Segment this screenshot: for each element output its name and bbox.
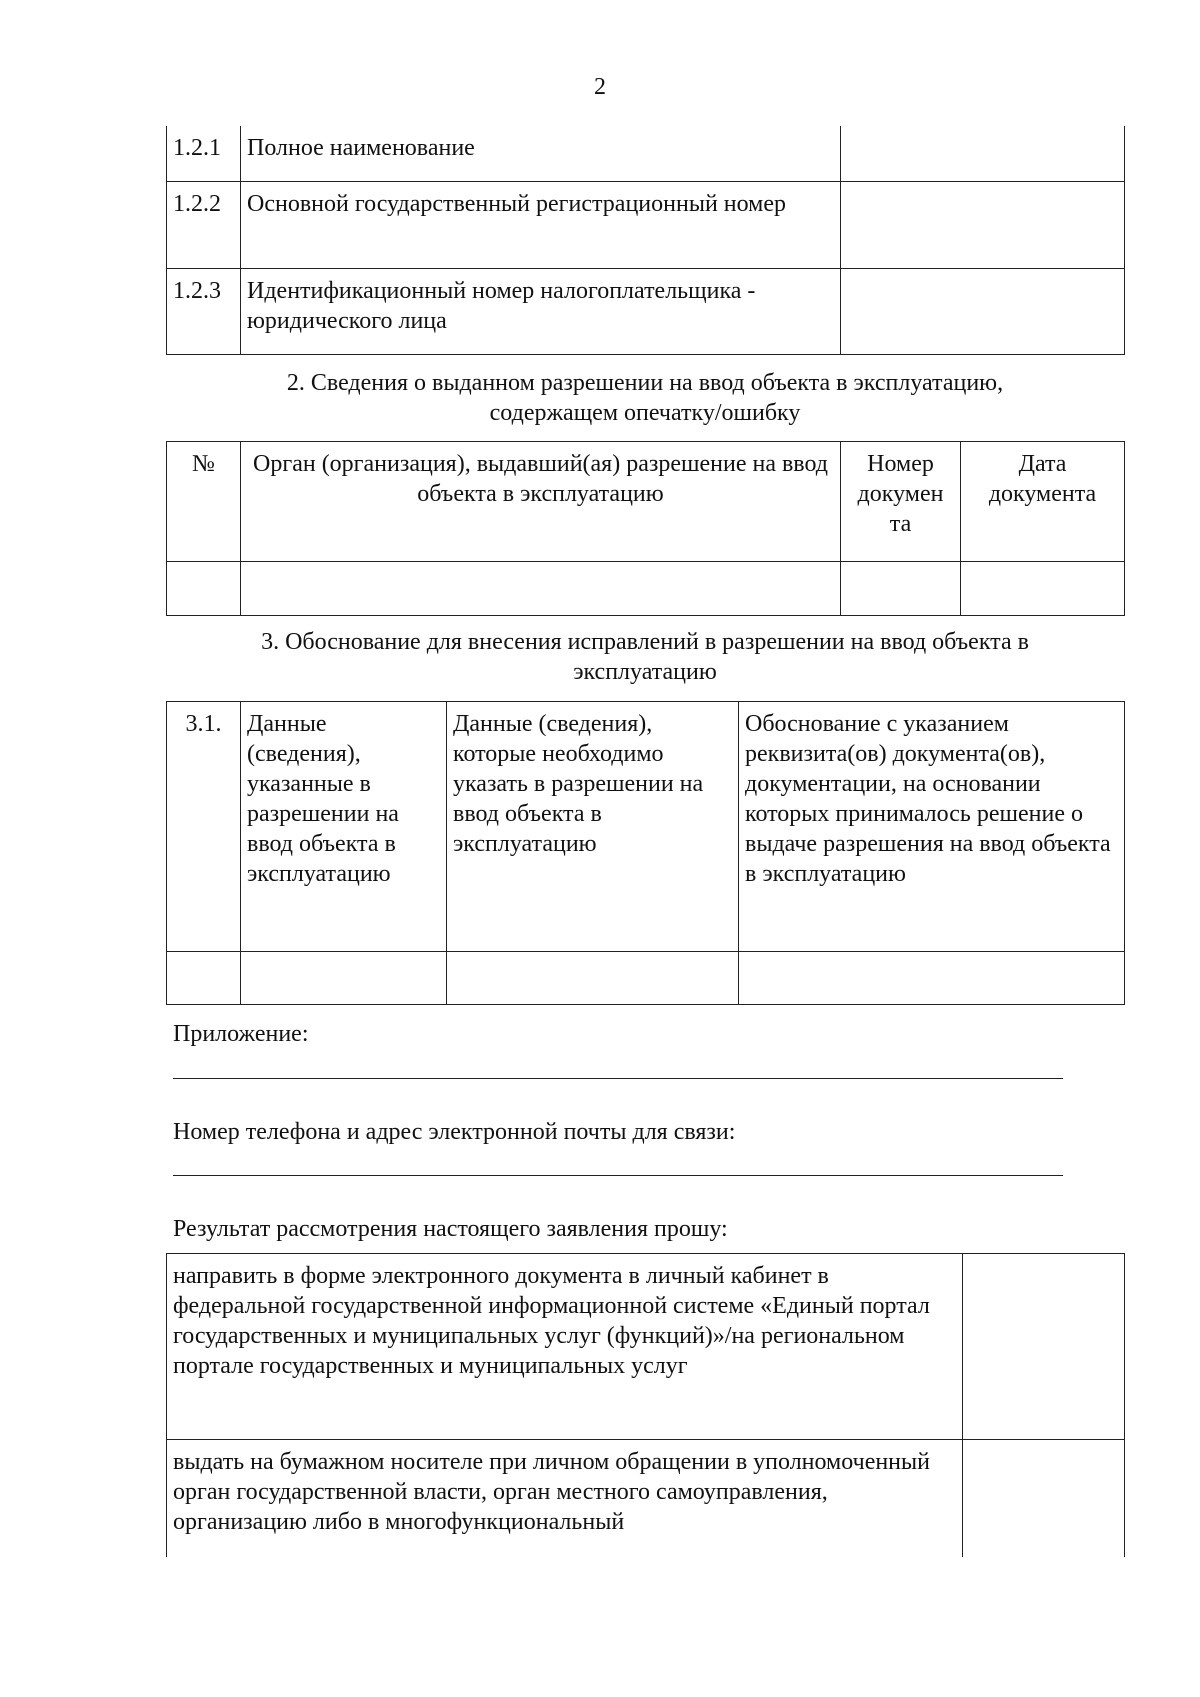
table-header-row — [167, 442, 1125, 562]
cell-authority[interactable] — [241, 562, 841, 616]
col-header-new-data: Данные (сведения), которые необходимо указать в разрешении на ввод объекта в эксплуатацию — [447, 702, 739, 952]
section-3-title-line1: 3. Обоснование для внесения исправлений в разрешении на ввод объекта в — [261, 629, 1029, 655]
page-number: 2 — [594, 74, 606, 100]
row-label: Основной государственный регистрационный номер — [241, 181, 841, 268]
section-2-title — [166, 368, 1124, 428]
row-label: Идентификационный номер налогоплательщика - юридического лица — [241, 268, 841, 354]
row-value-cell[interactable] — [841, 181, 1125, 268]
contact-label: Номер телефона и адрес электронной почты для связи: — [173, 1119, 736, 1145]
attachment-label: Приложение: — [173, 1021, 309, 1047]
row-number: 1.2.3 — [167, 268, 241, 354]
cell-number[interactable] — [167, 562, 241, 616]
row-number: 1.2.2 — [167, 181, 241, 268]
col-header-number: № — [167, 442, 241, 562]
row-value-cell[interactable] — [841, 126, 1125, 181]
correction-basis-table — [166, 701, 1125, 1005]
table-row — [167, 1254, 1125, 1440]
section-3-title — [166, 627, 1124, 687]
result-options-table — [166, 1253, 1125, 1557]
col-header-authority: Орган (организация), выдавший(ая) разрешение на ввод объекта в эксплуатацию — [241, 442, 841, 562]
result-option-mark-cell[interactable] — [963, 1254, 1125, 1440]
result-label: Результат рассмотрения настоящего заявления прошу: — [173, 1216, 728, 1242]
section-2-title-line1: 2. Сведения о выданном разрешении на ввод объекта в эксплуатацию, — [286, 370, 1004, 396]
cell-current-data[interactable] — [241, 952, 447, 1005]
section-3-title-line2: эксплуатацию — [573, 659, 717, 685]
row-value-cell[interactable] — [841, 268, 1125, 354]
applicant-details-table — [166, 126, 1125, 355]
result-option-text: направить в форме электронного документа в личный кабинет в федеральной государственной информационной системе «Единый портал государственных и муниципальных услуг (функций)»/на региональном портале государственных и муниципальных услуг — [167, 1254, 963, 1440]
result-option-text: выдать на бумажном носителе при личном обращении в уполномоченный орган государственной власти, орган местного самоуправления, организацию либо в многофункциональный — [167, 1440, 963, 1557]
table-header-row — [167, 702, 1125, 952]
result-option-mark-cell[interactable] — [963, 1440, 1125, 1557]
cell-doc-date[interactable] — [961, 562, 1125, 616]
table-row — [167, 268, 1125, 354]
table-row — [167, 562, 1125, 616]
cell-doc-number[interactable] — [841, 562, 961, 616]
col-header-justification: Обоснование с указанием реквизита(ов) документа(ов), документации, на основании которых принималось решение о выдаче разрешения на ввод объекта в эксплуатацию — [739, 702, 1125, 952]
row-label: Полное наименование — [241, 126, 841, 181]
row-number: 1.2.1 — [167, 126, 241, 181]
col-header-current-data: Данные (сведения), указанные в разрешении на ввод объекта в эксплуатацию — [241, 702, 447, 952]
col-header-doc-date: Дата документа — [961, 442, 1125, 562]
table-row — [167, 181, 1125, 268]
col-header-doc-number: Номер докумен та — [841, 442, 961, 562]
table-row — [167, 952, 1125, 1005]
table-row — [167, 126, 1125, 181]
cell-justification[interactable] — [739, 952, 1125, 1005]
contact-fill-line[interactable] — [173, 1175, 1063, 1176]
attachment-fill-line[interactable] — [173, 1078, 1063, 1079]
col-header-item-number: 3.1. — [167, 702, 241, 952]
cell-item-number[interactable] — [167, 952, 241, 1005]
section-2-title-line2: содержащем опечатку/ошибку — [489, 400, 801, 426]
table-row — [167, 1440, 1125, 1557]
cell-new-data[interactable] — [447, 952, 739, 1005]
permit-details-table — [166, 441, 1125, 616]
